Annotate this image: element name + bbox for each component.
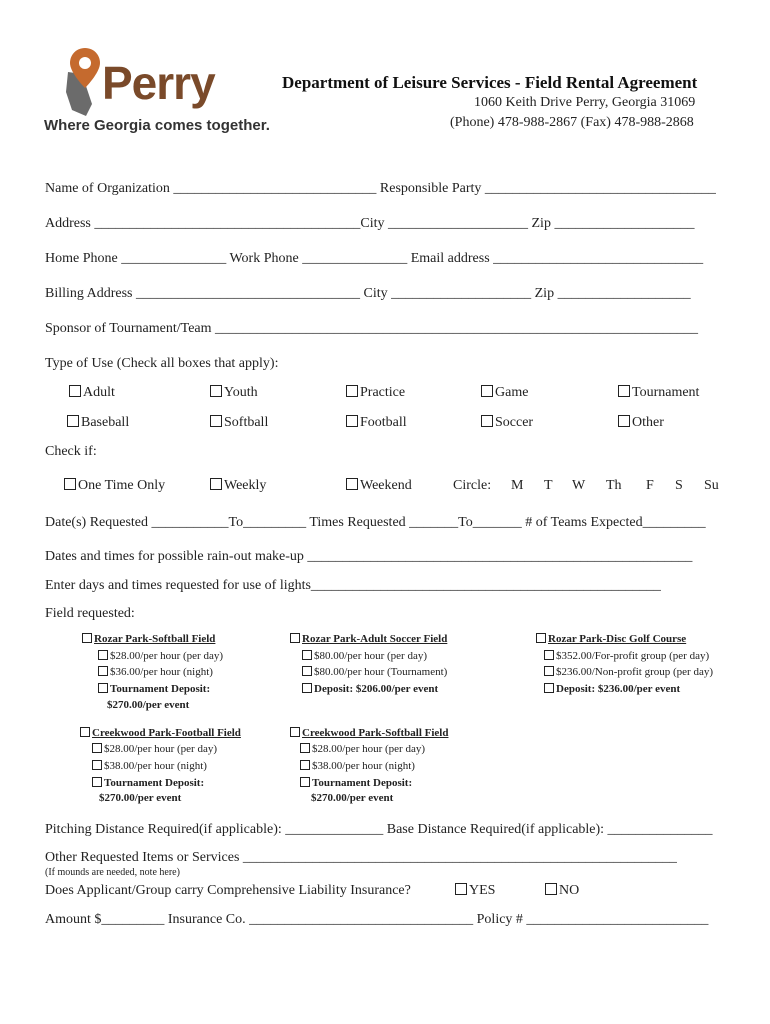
insurance-question: Does Applicant/Group carry Comprehensive Liability Insurance?: [45, 883, 411, 898]
creekwood-softball-night-rate[interactable]: $38.00/per hour (night): [300, 760, 415, 772]
rozar-soccer-deposit[interactable]: Deposit: $206.00/per event: [302, 683, 438, 695]
department-contact: (Phone) 478-988-2867 (Fax) 478-988-2868: [450, 115, 694, 130]
sponsor-field[interactable]: Sponsor of Tournament/Team _____________________________________________________________________: [45, 321, 699, 336]
checkbox-weekly[interactable]: Weekly: [210, 478, 266, 494]
day-saturday[interactable]: S: [675, 478, 683, 493]
day-friday[interactable]: F: [646, 478, 654, 493]
rozar-softball-title[interactable]: Rozar Park-Softball Field: [82, 633, 215, 645]
field-requested-label: Field requested:: [45, 606, 135, 621]
creekwood-football-night-rate[interactable]: $38.00/per hour (night): [92, 760, 207, 772]
rozar-disc-deposit[interactable]: Deposit: $236.00/per event: [544, 683, 680, 695]
rozar-softball-day-rate[interactable]: $28.00/per hour (per day): [98, 650, 223, 662]
rozar-soccer-day-rate[interactable]: $80.00/per hour (per day): [302, 650, 427, 662]
rozar-disc-golf-title[interactable]: Rozar Park-Disc Golf Course: [536, 633, 686, 645]
day-thursday[interactable]: Th: [606, 478, 622, 493]
checkbox-insurance-no[interactable]: NO: [545, 883, 579, 899]
billing-address-field[interactable]: Billing Address ________________________________ City ____________________ Zip ___________________: [45, 286, 691, 301]
creekwood-football-day-rate[interactable]: $28.00/per hour (per day): [92, 743, 217, 755]
type-of-use-label: Type of Use (Check all boxes that apply):: [45, 356, 279, 371]
creekwood-football-title[interactable]: Creekwood Park-Football Field: [80, 727, 241, 739]
day-wednesday[interactable]: W: [572, 478, 586, 493]
rozar-soccer-title[interactable]: Rozar Park-Adult Soccer Field: [290, 633, 447, 645]
checkbox-one-time[interactable]: One Time Only: [64, 478, 165, 494]
checkbox-practice[interactable]: Practice: [346, 385, 405, 401]
department-address: 1060 Keith Drive Perry, Georgia 31069: [474, 95, 696, 110]
form-title: Department of Leisure Services - Field Rental Agreement: [282, 73, 698, 92]
lights-field[interactable]: Enter days and times requested for use of lights__________________________________________________: [45, 578, 661, 593]
checkbox-football[interactable]: Football: [346, 415, 407, 431]
check-if-label: Check if:: [45, 444, 97, 459]
creekwood-football-deposit-amount: $270.00/per event: [99, 792, 182, 804]
rainout-field[interactable]: Dates and times for possible rain-out make-up _______________________________________________________: [45, 549, 693, 564]
day-sunday[interactable]: Su: [704, 478, 719, 493]
phone-field[interactable]: Home Phone _______________ Work Phone _______________ Email address ______________________________: [45, 251, 704, 266]
checkbox-game[interactable]: Game: [481, 385, 528, 401]
mounds-note: (If mounds are needed, note here): [45, 867, 180, 878]
dates-requested-field[interactable]: Date(s) Requested ___________To_________ Times Requested _______To_______ # of Teams Expected_________: [45, 515, 706, 530]
pitching-base-distance-field[interactable]: Pitching Distance Required(if applicable): ______________ Base Distance Required(if applicable): _______________: [45, 822, 713, 837]
rozar-softball-deposit[interactable]: Tournament Deposit:: [98, 683, 210, 695]
checkbox-soccer[interactable]: Soccer: [481, 415, 533, 431]
checkbox-tournament[interactable]: Tournament: [618, 385, 699, 401]
checkbox-insurance-yes[interactable]: YES: [455, 883, 495, 899]
organization-field[interactable]: Name of Organization _____________________________ Responsible Party _________________________________: [45, 181, 716, 196]
creekwood-football-deposit[interactable]: Tournament Deposit:: [92, 777, 204, 789]
creekwood-softball-day-rate[interactable]: $28.00/per hour (per day): [300, 743, 425, 755]
checkbox-adult[interactable]: Adult: [69, 385, 115, 401]
rozar-softball-deposit-amount: $270.00/per event: [107, 699, 190, 711]
address-field[interactable]: Address ______________________________________City ____________________ Zip ____________________: [45, 216, 695, 231]
creekwood-softball-title[interactable]: Creekwood Park-Softball Field: [290, 727, 448, 739]
rozar-disc-forprofit-rate[interactable]: $352.00/For-profit group (per day): [544, 650, 709, 662]
tagline: Where Georgia comes together.: [44, 117, 270, 134]
checkbox-baseball[interactable]: Baseball: [67, 415, 129, 431]
creekwood-softball-deposit-amount: $270.00/per event: [311, 792, 394, 804]
amount-insurance-policy-field[interactable]: Amount $_________ Insurance Co. ________________________________ Policy # __________________________: [45, 912, 709, 927]
checkbox-softball[interactable]: Softball: [210, 415, 268, 431]
logo-wordmark: Perry: [102, 57, 215, 109]
checkbox-weekend[interactable]: Weekend: [346, 478, 412, 494]
checkbox-youth[interactable]: Youth: [210, 385, 258, 401]
day-monday[interactable]: M: [511, 478, 524, 493]
checkbox-other[interactable]: Other: [618, 415, 664, 431]
day-tuesday[interactable]: T: [544, 478, 553, 493]
rozar-softball-night-rate[interactable]: $36.00/per hour (night): [98, 666, 213, 678]
rozar-soccer-tournament-rate[interactable]: $80.00/per hour (Tournament): [302, 666, 447, 678]
circle-label: Circle:: [453, 478, 492, 493]
other-items-field[interactable]: Other Requested Items or Services ______________________________________________________________: [45, 850, 677, 865]
creekwood-softball-deposit[interactable]: Tournament Deposit:: [300, 777, 412, 789]
rozar-disc-nonprofit-rate[interactable]: $236.00/Non-profit group (per day): [544, 666, 713, 678]
